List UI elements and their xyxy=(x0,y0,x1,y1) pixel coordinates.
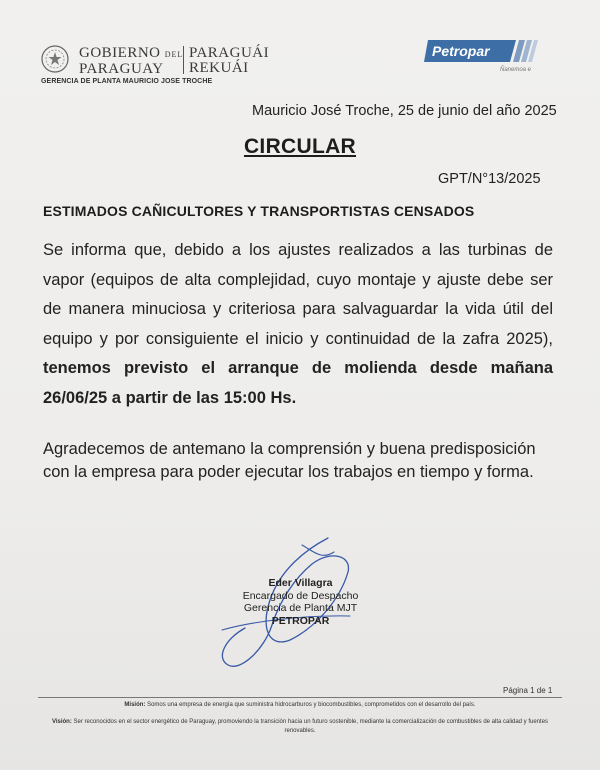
paragraph-thanks: Agradecemos de antemano la comprensión y buena predisposición con la empresa para poder ejecutar los trabajos en tiempo y forma. xyxy=(43,440,536,481)
signature-block xyxy=(228,577,373,627)
footer-mision: Misión: Somos una empresa de energía que suministra hidrocarburos y biocombustibles, comprometidos con el desarrollo del país. xyxy=(124,702,476,708)
signer-company: PETROPAR xyxy=(271,614,330,627)
header-divider xyxy=(183,46,184,74)
footer-divider xyxy=(38,697,562,698)
petropar-logo-text: Petropar xyxy=(432,43,490,59)
paragraph-announcement-text: Se informa que, debido a los ajustes realizados a las turbinas de vapor (equipos de alta complejidad, cuyo montaje y ajuste debe ser de manera minuciosa y criteriosa para salvaguardar la vida útil del equipo y por consiguiente el inicio y continuidad de la zafra 2025), xyxy=(43,241,553,348)
paragraph-announcement-bold: tenemos previsto el arranque de molienda desde mañana 26/06/25 a partir de las 15:00 Hs. xyxy=(43,359,553,407)
paragraph-announcement xyxy=(43,236,553,413)
signer-department: Gerencia de Planta MJT xyxy=(243,602,358,614)
petropar-tagline: Ñanemoa e xyxy=(500,67,532,73)
reference-number: GPT/N°13/2025 xyxy=(438,171,541,187)
date-line: Mauricio José Troche, 25 de junio del año 2025 xyxy=(252,103,557,119)
document-title: CIRCULAR xyxy=(243,135,357,158)
page-number: Página 1 de 1 xyxy=(503,686,553,695)
footer-vision: Visión: Ser reconocidos en el sector energético de Paraguay, promoviendo la transición hacia un futuro sostenible, mediante la comercialización de combustibles de alta calidad y fuentes renovables. xyxy=(51,719,549,734)
greeting: ESTIMADOS CAÑICULTORES Y TRANSPORTISTAS CENSADOS xyxy=(43,203,475,219)
signer-name: Eder Villagra xyxy=(268,577,333,589)
petropar-logo xyxy=(424,38,542,64)
national-seal-icon xyxy=(40,44,70,74)
government-name-guarani: PARAGUÁI REKUÁI xyxy=(189,45,270,76)
gerencia-label: GERENCIA DE PLANTA MAURICIO JOSE TROCHE xyxy=(41,78,213,85)
signer-role: Encargado de Despacho xyxy=(242,589,359,602)
government-name: GOBIERNO DEL PARAGUAY xyxy=(79,45,184,77)
